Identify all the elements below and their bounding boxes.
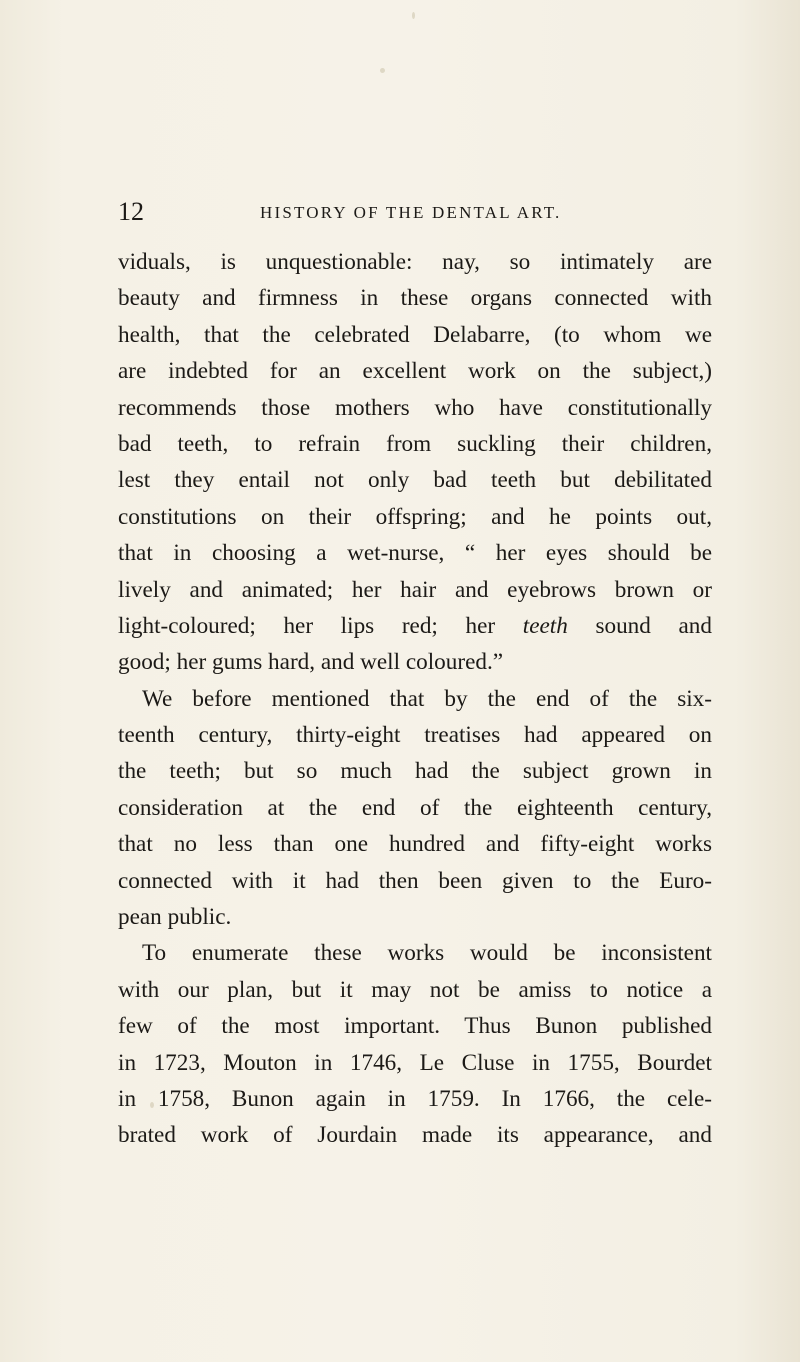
text-line: that no less than one hundred and fifty-eight works <box>118 831 712 858</box>
text-line: in 1723, Mouton in 1746, Le Cluse in 1755, Bourdet <box>118 1049 712 1076</box>
text-line: viduals, is unquestionable: nay, so intimately are <box>118 249 712 275</box>
paper-blemish <box>380 68 385 73</box>
text-line: beauty and firmness in these organs connected with <box>118 285 712 312</box>
text-line: health, that the celebrated Delabarre, (to whom we <box>118 321 712 348</box>
text-line: consideration at the end of the eighteenth century, <box>118 794 712 821</box>
text-line: good; her gums hard, and well coloured.” <box>118 649 504 676</box>
text-line: light-coloured; her lips red; her teeth sound and <box>118 612 712 639</box>
text-line: in 1758, Bunon again in 1759. In 1766, the cele- <box>118 1085 712 1112</box>
text-line: constitutions on their offspring; and he points out, <box>118 503 712 530</box>
running-head: HISTORY OF THE DENTAL ART. <box>260 203 562 222</box>
text-line: that in choosing a wet-nurse, “ her eyes should be <box>118 540 712 567</box>
text-line: teenth century, thirty-eight treatises had appeared on <box>118 722 712 749</box>
text-line: brated work of Jourdain made its appearance, and <box>118 1122 712 1149</box>
body-text <box>118 244 712 1154</box>
page-header <box>118 196 718 228</box>
text-line: are indebted for an excellent work on the subject,) <box>118 358 712 385</box>
text-line: bad teeth, to refrain from suckling their children, <box>118 430 712 457</box>
page-number: 12 <box>118 197 144 226</box>
text-line: We before mentioned that by the end of the six- <box>142 685 712 712</box>
text-line: recommends those mothers who have constitutionally <box>118 394 712 421</box>
text-line: lively and animated; her hair and eyebrows brown or <box>118 576 712 603</box>
text-line: pean public. <box>118 904 232 931</box>
text-line: the teeth; but so much had the subject grown in <box>118 758 712 785</box>
italic-emphasis: teeth <box>522 612 568 639</box>
text-line: few of the most important. Thus Bunon published <box>118 1013 712 1040</box>
paper-blemish <box>412 12 415 19</box>
text-line: To enumerate these works would be inconsistent <box>142 940 712 967</box>
text-line: connected with it had then been given to the Euro- <box>118 867 712 894</box>
text-line: lest they entail not only bad teeth but debilitated <box>118 467 712 494</box>
text-line: with our plan, but it may not be amiss to notice a <box>118 976 712 1003</box>
